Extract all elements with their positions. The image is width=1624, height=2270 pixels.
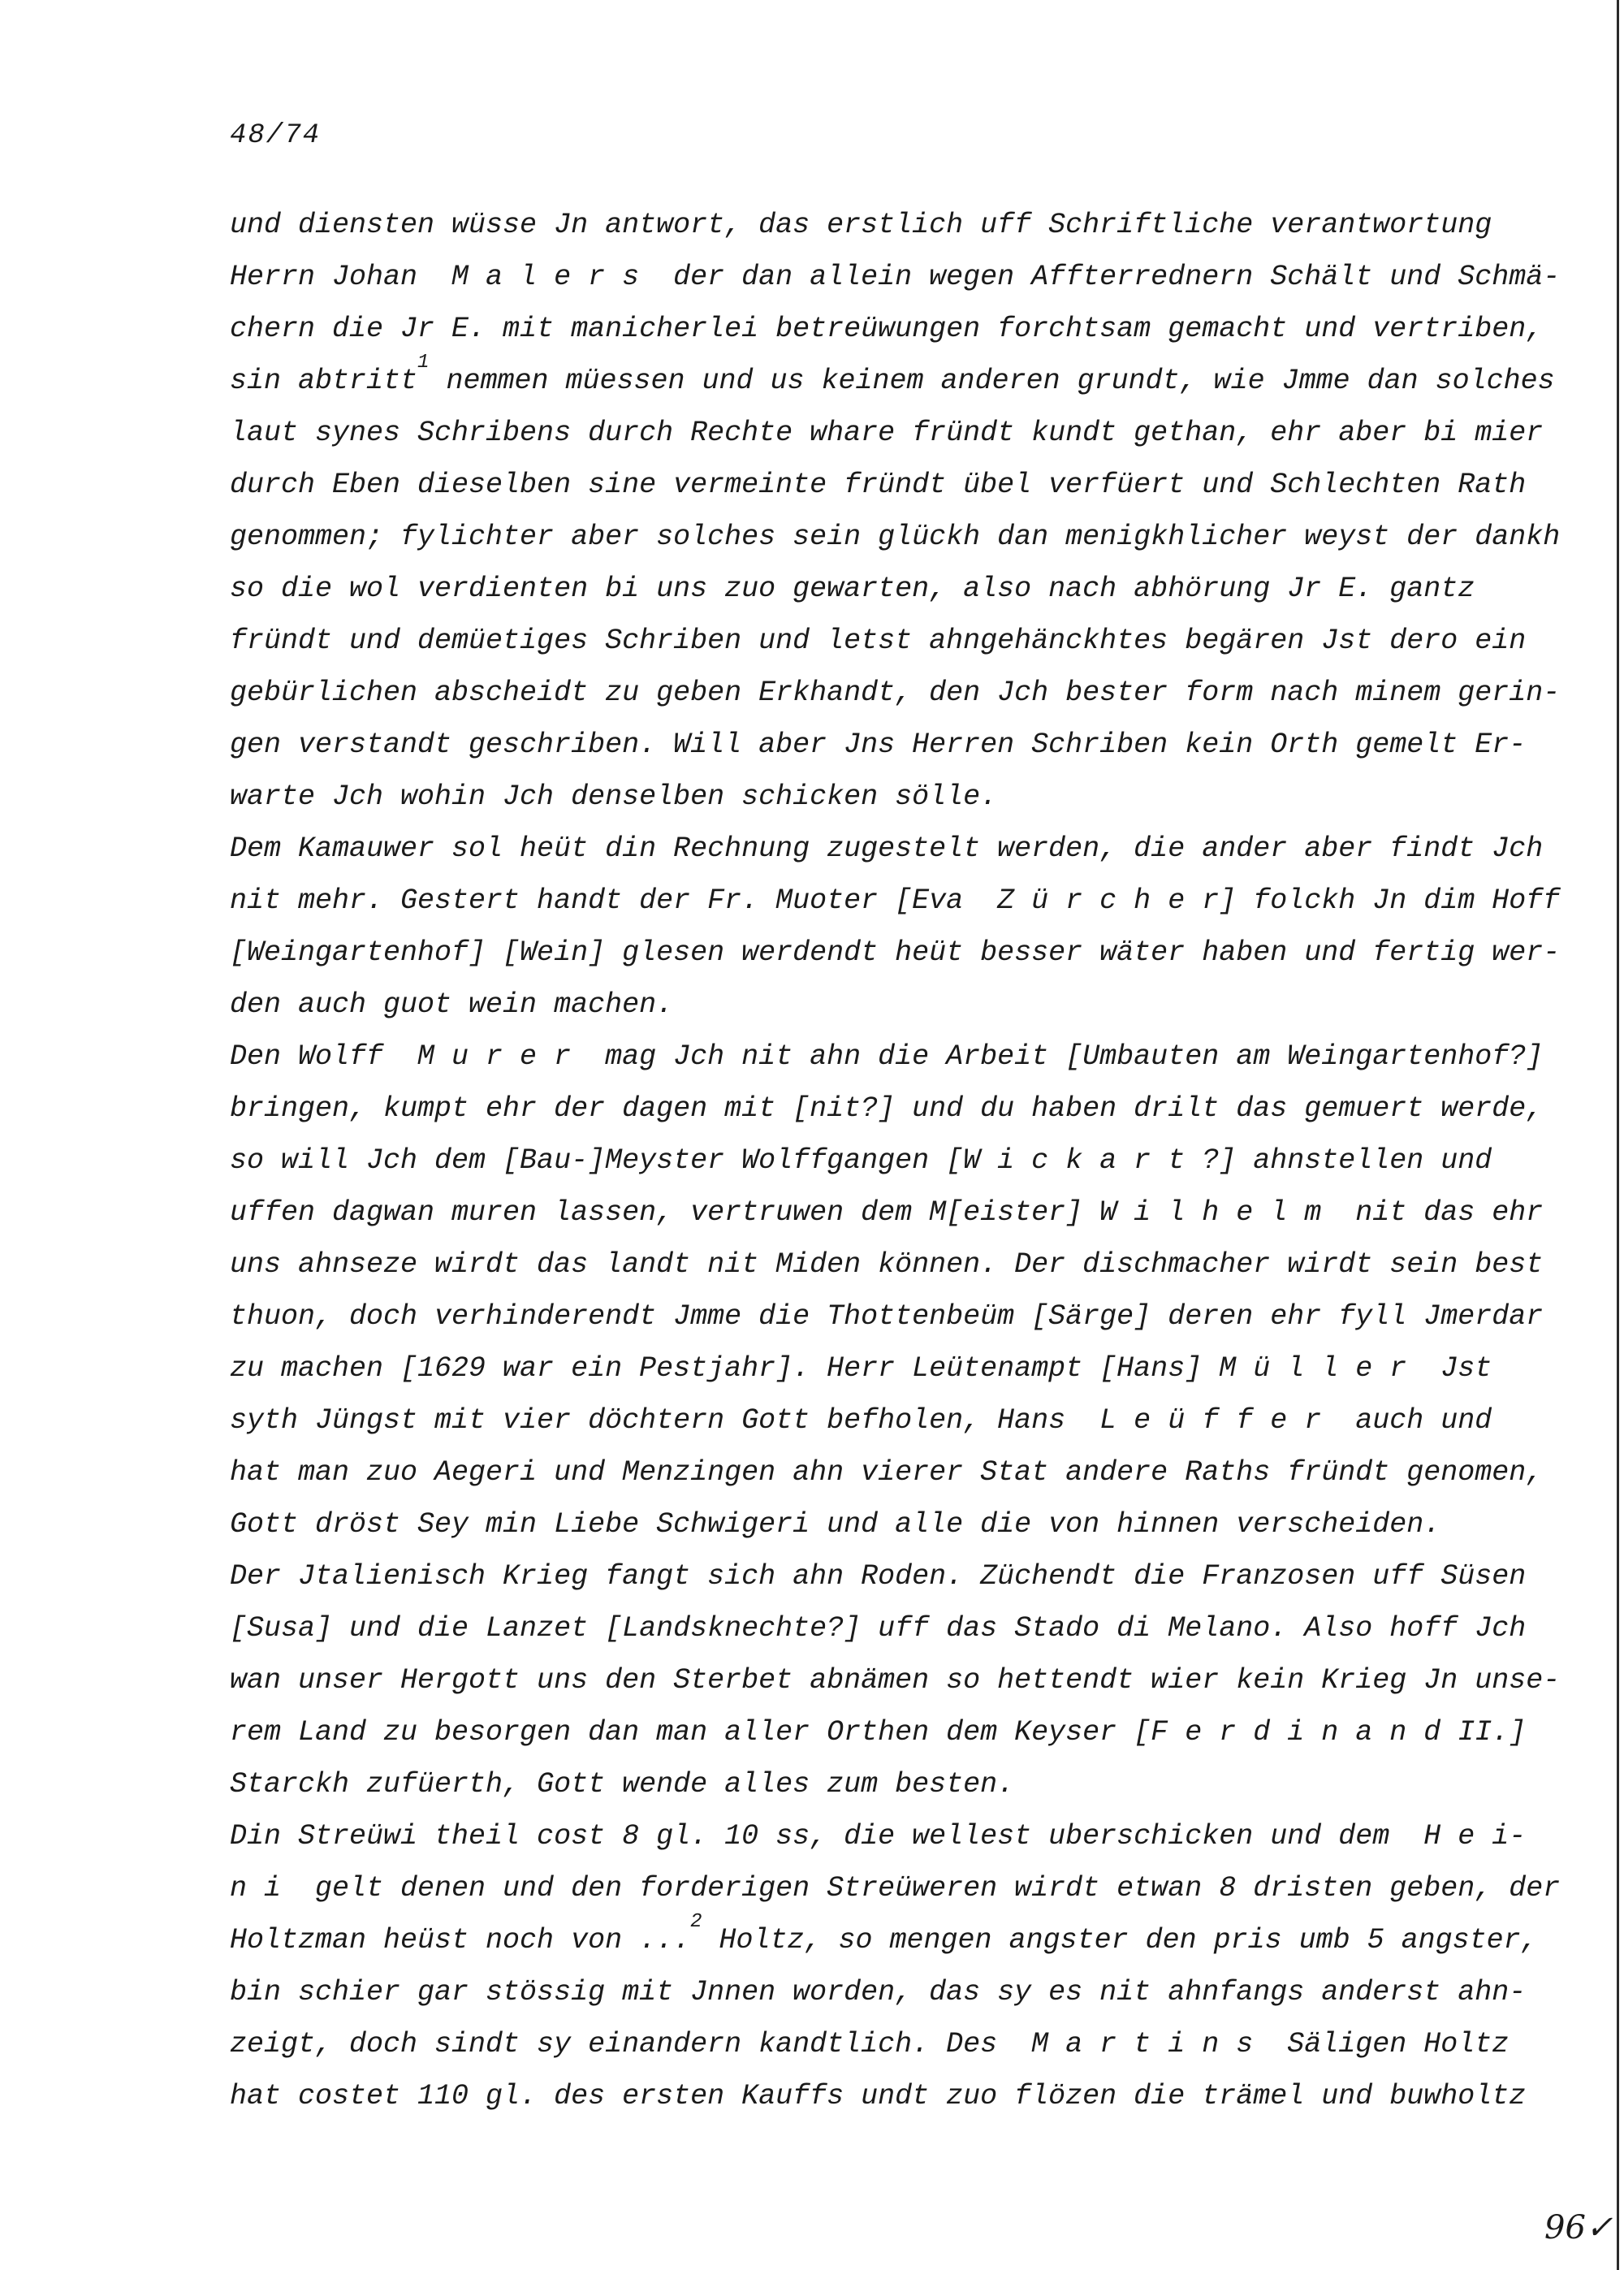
text-line: Gott dröst Sey min Liebe Schwigeri und alle die von hinnen verscheiden. [230,1508,1441,1541]
text-line: gen verstandt geschriben. Will aber Jns Herren Schriben kein Orth gemelt Er- [230,729,1527,761]
text-line: wan unser Hergott uns den Sterbet abnämen so hettendt wier kein Krieg Jn unse- [230,1664,1561,1697]
text-line: n i gelt denen und den forderigen Streüweren wirdt etwan 8 dristen geben, der [230,1872,1561,1905]
text-line: chern die Jr E. mit manicherlei betreüwungen forchtsam gemacht und vertriben, [230,313,1544,345]
text-line: Din Streüwi theil cost 8 gl. 10 ss, die wellest uberschicken und dem H e i- [230,1820,1527,1853]
text-line: Den Wolff M u r e r mag Jch nit ahn die Arbeit [Umbauten am Weingartenhof?] [230,1040,1544,1073]
text-line: durch Eben dieselben sine vermeinte fründt übel verfüert und Schlechten Rath [230,469,1527,501]
text-line: [Susa] und die Lanzet [Landsknechte?] uff das Stado di Melano. Also hoff Jch [230,1612,1527,1645]
text-line: und diensten wüsse Jn antwort, das erstlich uff Schriftliche verantwortung [230,209,1492,241]
text-line: fründt und demüetiges Schriben und letst ahngehänckhtes begären Jst dero ein [230,625,1527,657]
text-line: bin schier gar stössig mit Jnnen worden, das sy es nit ahnfangs anderst ahn- [230,1976,1527,2008]
page-edge-rule [1617,0,1619,2270]
text-line: sin abtritt$^1$ nemmen müessen und us keinem anderen grundt, wie Jmme dan solches [230,352,1555,397]
text-line: hat man zuo Aegeri und Menzingen ahn vierer Stat andere Raths fründt genomen, [230,1456,1544,1489]
transcription-body [230,199,1561,2122]
text-line: thuon, doch verhinderendt Jmme die Thottenbeüm [Särge] deren ehr fyll Jmerdar [230,1300,1544,1333]
footnote-marker: 2 [690,1911,702,1933]
text-line: laut synes Schribens durch Rechte whare fründt kundt gethan, ehr aber bi mier [230,417,1544,449]
text-line: Der Jtalienisch Krieg fangt sich ahn Roden. Züchendt die Franzosen uff Süsen [230,1560,1527,1593]
text-line: zeigt, doch sindt sy einandern kandtlich. Des M a r t i n s Säligen Holtz [230,2028,1510,2060]
page-reference: 48/74 [230,120,322,151]
footnote-marker: 1 [417,352,430,374]
text-line: hat costet 110 gl. des ersten Kauffs undt zuo flözen die trämel und buwholtz [230,2080,1527,2112]
text-line: nit mehr. Gestert handt der Fr. Muoter [Eva Z ü r c h e r] folckh Jn dim Hoff [230,884,1561,917]
text-line: so will Jch dem [Bau-]Meyster Wolffgangen [W i c k a r t ?] ahnstellen und [230,1144,1492,1177]
text-line: so die wol verdienten bi uns zuo gewarten, also nach abhörung Jr E. gantz [230,573,1475,605]
text-line: uns ahnseze wirdt das landt nit Miden können. Der dischmacher wirdt sein best [230,1248,1544,1281]
text-line: uffen dagwan muren lassen, vertruwen dem M[eister] W i l h e l m nit das ehr [230,1196,1544,1229]
text-line: rem Land zu besorgen dan man aller Orthen dem Keyser [F e r d i n a n d II.] [230,1716,1527,1749]
text-line: syth Jüngst mit vier döchtern Gott befholen, Hans L e ü f f e r auch und [230,1404,1492,1437]
text-line: Starckh zufüerth, Gott wende alles zum besten. [230,1768,1015,1801]
text-line: bringen, kumpt ehr der dagen mit [nit?] und du haben drilt das gemuert werde, [230,1092,1544,1125]
folio-mark: 96✓ [1544,2209,1613,2246]
text-line: gebürlichen abscheidt zu geben Erkhandt, den Jch bester form nach minem gerin- [230,677,1561,709]
text-line: genommen; fylichter aber solches sein glückh dan menigkhlicher weyst der dankh [230,521,1561,553]
text-line: Holtzman heüst noch von ...$^2$ Holtz, so mengen angster den pris umb 5 angster, [230,1911,1538,1957]
text-line: warte Jch wohin Jch denselben schicken sölle. [230,780,998,813]
text-line: Dem Kamauwer sol heüt din Rechnung zugestelt werden, die ander aber findt Jch [230,832,1544,865]
text-line: den auch guot wein machen. [230,988,674,1021]
text-line: Herrn Johan M a l e r s der dan allein wegen Affterrednern Schält und Schmä- [230,261,1561,293]
text-line: [Weingartenhof] [Wein] glesen werdendt heüt besser wäter haben und fertig wer- [230,936,1561,969]
text-line: zu machen [1629 war ein Pestjahr]. Herr Leütenampt [Hans] M ü l l e r Jst [230,1352,1492,1385]
